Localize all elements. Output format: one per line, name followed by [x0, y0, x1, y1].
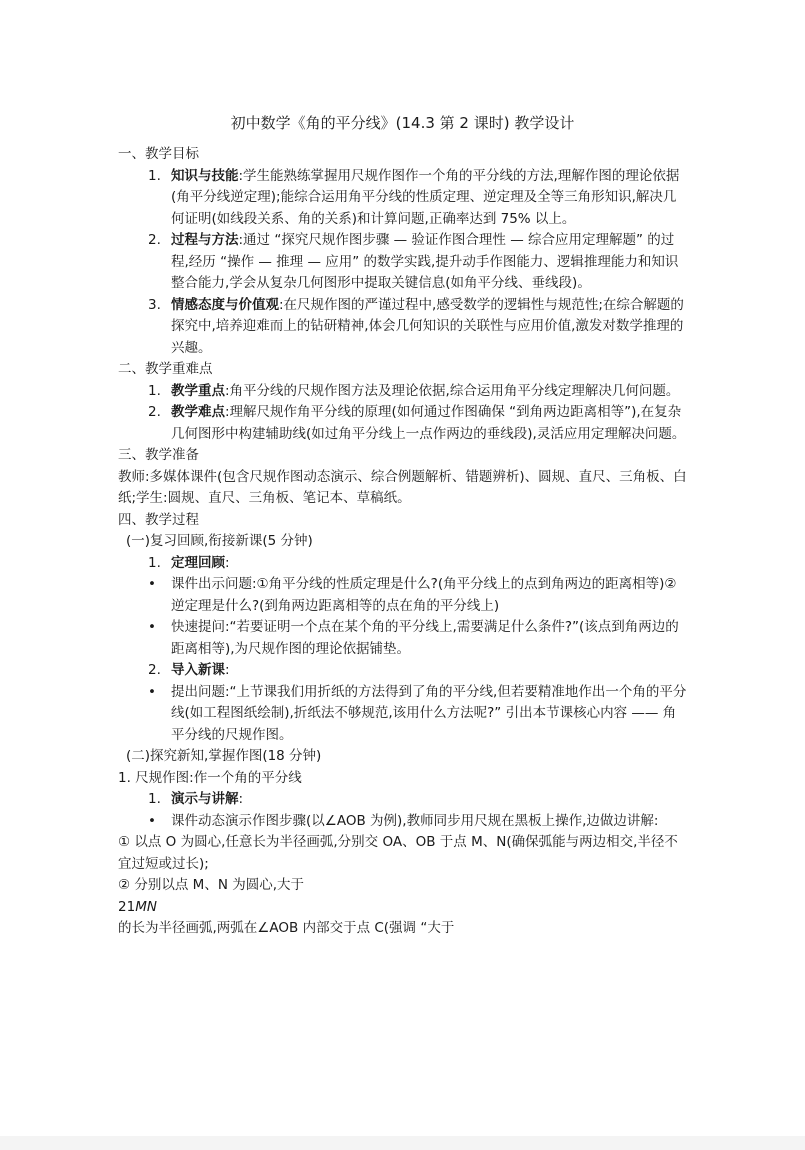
topic-heading-construction: 1. 尺规作图:作一个角的平分线: [118, 769, 302, 786]
section-heading-key-points: 二、教学重难点: [118, 361, 213, 377]
item-colon: :: [225, 554, 230, 571]
item-description: :在尺规作图的严谨过程中,感受数学的逻辑性与规范性;在综合解题的探究中,培养迎难而上的钻研精神,体会几何知识的关联性与应用价值,激发对数学推理的兴趣。: [171, 296, 684, 356]
item-text: [171, 230, 688, 295]
item-number: 2.: [148, 232, 161, 248]
bullet-icon: •: [148, 683, 156, 700]
construction-step-2-cont: 的长为半径画弧,两弧在∠AOB 内部交于点 C(强调 “大于: [118, 920, 455, 936]
item-text: [171, 295, 688, 360]
construction-step-2: ② 分别以点 M、N 为圆心,大于: [118, 877, 305, 893]
page-title: 初中数学《角的平分线》(14.3 第 2 课时) 教学设计: [230, 114, 575, 132]
item-colon: :: [225, 662, 230, 678]
item-description: :理解尺规作角平分线的原理(如何通过作图确保 “到角两边距离相等”),在复杂几何图形中构建辅助线(如过角平分线上一点作两边的垂线段),灵活应用定理解决问题。: [171, 404, 686, 442]
objective-item: [118, 230, 688, 295]
subsection-heading-explore: (二)探究新知,掌握作图(18 分钟): [126, 748, 322, 764]
document-body: [118, 144, 688, 940]
item-number: 1.: [148, 791, 161, 807]
item-label: 知识与技能: [171, 167, 239, 184]
item-description: :通过 “探究尺规作图步骤 — 验证作图合理性 — 综合应用定理解题” 的过程,经历 “操作 — 推理 — 应用” 的数学实践,提升动手作图能力、逻辑推理能力和知识整合能力,学会从复杂几何图形中提取关键信息(如角平分线、垂线段)。: [171, 232, 679, 291]
item-number: 1.: [148, 554, 161, 571]
step-item: [118, 789, 688, 811]
item-number: 1.: [148, 382, 161, 399]
key-point-item: [118, 402, 688, 445]
section-heading-objectives: 一、教学目标: [118, 146, 199, 162]
key-point-item: [118, 381, 688, 403]
item-description: :角平分线的尺规作图方法及理论依据,综合运用角平分线定理解决几何问题。: [225, 382, 680, 399]
bullet-text: 课件动态演示作图步骤(以∠AOB 为例),教师同步用尺规在黑板上操作,边做边讲解:: [171, 812, 659, 829]
item-colon: :: [238, 791, 244, 807]
section-heading-process: 四、教学过程: [118, 511, 199, 528]
bullet-icon: •: [148, 812, 156, 829]
item-number: 2.: [148, 662, 161, 678]
item-label: 教学重点: [171, 382, 225, 399]
bullet-item: [118, 682, 688, 747]
fraction-expression: [118, 897, 688, 919]
bullet-item: [118, 574, 688, 617]
item-number: 3.: [148, 296, 161, 313]
item-label: 过程与方法: [171, 232, 239, 248]
step-item: [118, 553, 688, 575]
objective-item: [118, 295, 688, 360]
item-number: 1.: [148, 167, 161, 184]
item-label: 情感态度与价值观: [171, 296, 279, 313]
bullet-item: [118, 617, 688, 660]
item-label: 教学难点: [171, 404, 225, 420]
bullet-item: [118, 811, 688, 833]
bullet-text: 提出问题:“上节课我们用折纸的方法得到了角的平分线,但若要精准地作出一个角的平分线(如工程图纸绘制),折纸法不够规范,该用什么方法呢?” 引出本节课核心内容 —— 角平分线的尺规作图。: [171, 683, 687, 743]
fraction-number: 21: [118, 898, 136, 915]
item-text: [171, 553, 688, 575]
item-label: 演示与讲解: [171, 791, 239, 807]
bullet-icon: •: [148, 576, 156, 592]
section-heading-preparation: 三、教学准备: [118, 447, 199, 463]
item-text: [171, 402, 688, 445]
subsection-heading-review: (一)复习回顾,衔接新课(5 分钟): [126, 533, 313, 549]
item-label: 定理回顾: [171, 554, 225, 571]
item-number: 2.: [148, 404, 161, 420]
item-text: [171, 660, 688, 682]
item-text: [171, 789, 688, 811]
item-text: [171, 381, 688, 403]
step-item: [118, 660, 688, 682]
bullet-text: 快速提问:“若要证明一个点在某个角的平分线上,需要满足什么条件?”(该点到角两边的距离相等),为尺规作图的理论依据铺垫。: [171, 619, 679, 657]
item-label: 导入新课: [171, 662, 225, 678]
preparation-text: 教师:多媒体课件(包含尺规作图动态演示、综合例题解析、错题辨析)、圆规、直尺、三角板、白纸;学生:圆规、直尺、三角板、笔记本、草稿纸。: [118, 468, 687, 506]
item-description: :学生能熟练掌握用尺规作图作一个角的平分线的方法,理解作图的理论依据(角平分线逆定理);能综合运用角平分线的性质定理、逆定理及全等三角形知识,解决几何证明(如线段关系、角的关系)和计算问题,正确率达到 75% 以上。: [171, 167, 680, 227]
fraction-variable: MN: [135, 898, 157, 915]
bullet-icon: •: [148, 619, 156, 635]
item-text: [171, 166, 688, 231]
construction-step-1: ① 以点 O 为圆心,任意长为半径画弧,分别交 OA、OB 于点 M、N(确保弧能与两边相交,半径不宜过短或过长);: [118, 834, 678, 872]
bullet-text: 课件出示问题:①角平分线的性质定理是什么?(角平分线上的点到角两边的距离相等)②逆定理是什么?(到角两边距离相等的点在角的平分线上): [171, 576, 677, 614]
objective-item: [118, 166, 688, 231]
